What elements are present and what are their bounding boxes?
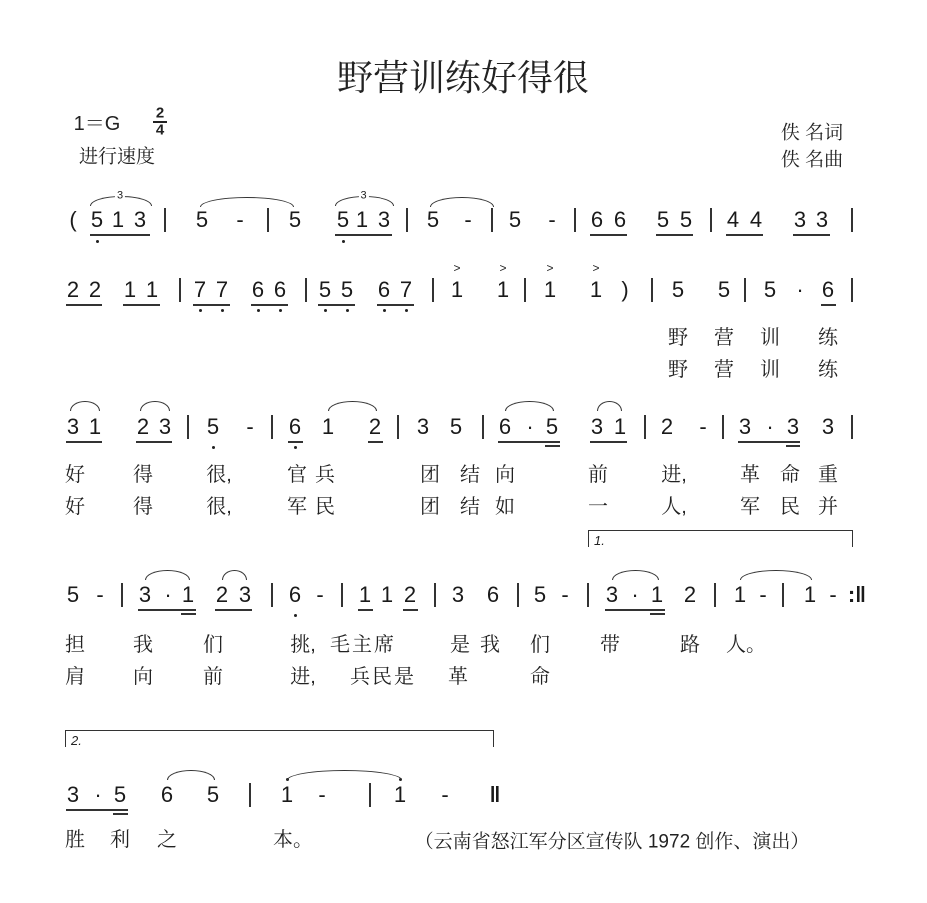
lyric-verse-2: 革 [448, 666, 468, 688]
slur-arc [145, 570, 190, 580]
barline [369, 783, 371, 807]
lyric-verse-2: 前 [203, 666, 223, 688]
underline-beam [136, 441, 172, 443]
underline-beam [66, 304, 102, 306]
lyric-verse-1: 之 [157, 829, 177, 851]
underline-beam [193, 304, 230, 306]
note: 1 [123, 277, 137, 302]
note: 5 [533, 582, 547, 607]
octave-dot-below [199, 309, 202, 312]
note: 3 [416, 414, 430, 439]
barline [491, 208, 493, 232]
dash-extension: - [246, 414, 254, 439]
note: 1 [543, 277, 557, 302]
note: 2 [660, 414, 674, 439]
tempo-marking: 进行速度 [78, 146, 156, 168]
lyric-verse-1: 们 [530, 634, 550, 656]
barline [574, 208, 576, 232]
dash-extension: - [464, 207, 472, 232]
note: 1 [589, 277, 603, 302]
note: 5 [318, 277, 332, 302]
accent-mark: > [499, 261, 507, 275]
volta-2-label: 2. [71, 733, 82, 748]
barline [482, 415, 484, 439]
note: 1 [733, 582, 747, 607]
underline-beam [288, 441, 303, 443]
lyric-verse-1: 我 [133, 634, 153, 656]
lyric-verse-1: 官 [287, 464, 307, 486]
note: 6 [160, 782, 174, 807]
lyric-verse-1: 训 [760, 327, 780, 349]
octave-dot-below [96, 240, 99, 243]
lyric-verse-1: 得 [133, 464, 153, 486]
note: 2 [368, 414, 382, 439]
lyric-verse-1: 我 [480, 634, 500, 656]
dash-extension: - [441, 782, 449, 807]
composer-credit: 佚 名曲 [780, 149, 844, 171]
symbol: · [94, 782, 102, 807]
note: 1 [803, 582, 817, 607]
note: 5 [717, 277, 731, 302]
note: 5 [195, 207, 209, 232]
note: 3 [66, 414, 80, 439]
barline [267, 208, 269, 232]
lyric-verse-2: 一 [588, 496, 608, 518]
volta-1-label: 1. [594, 533, 605, 548]
lyric-verse-1: 担 [65, 634, 85, 656]
time-signature-top: 2 [155, 104, 165, 122]
lyric-verse-2: 并 [818, 496, 838, 518]
note: 3 [138, 582, 152, 607]
end-barline: ‖ [489, 782, 501, 807]
octave-dot-below [324, 309, 327, 312]
lyric-verse-1: 席 [374, 634, 394, 656]
note: 5 [206, 782, 220, 807]
triplet-number: 3 [360, 189, 367, 202]
note: 5 [545, 414, 559, 439]
note: 2 [136, 414, 150, 439]
note: 2 [88, 277, 102, 302]
underline-beam-double [545, 445, 560, 447]
barline [249, 783, 251, 807]
note: 1 [145, 277, 159, 302]
underline-beam [215, 609, 252, 611]
dash-extension: - [829, 582, 837, 607]
underline-beam [590, 441, 627, 443]
note: 3 [605, 582, 619, 607]
barline [271, 583, 273, 607]
lyric-verse-1: 前 [588, 464, 608, 486]
note: 1 [613, 414, 627, 439]
symbol: · [796, 277, 804, 302]
underline-beam [251, 304, 288, 306]
note: 3 [786, 414, 800, 439]
underline-beam [90, 234, 150, 236]
underline-beam [498, 441, 560, 443]
note: 5 [206, 414, 220, 439]
underline-beam [726, 234, 763, 236]
barline [341, 583, 343, 607]
note: 3 [451, 582, 465, 607]
lyric-verse-2: 练 [818, 359, 838, 381]
symbol: · [526, 414, 534, 439]
volta-2 [65, 730, 494, 747]
note: 6 [498, 414, 512, 439]
underline-beam [377, 304, 414, 306]
symbol: · [766, 414, 774, 439]
lyric-verse-2: 命 [530, 666, 550, 688]
underline-beam [368, 441, 383, 443]
underline-beam-double [786, 445, 800, 447]
dash-extension: - [759, 582, 767, 607]
octave-dot-below [279, 309, 282, 312]
barline [744, 278, 746, 302]
slur-arc [505, 401, 554, 411]
barline [164, 208, 166, 232]
note: 3 [738, 414, 752, 439]
lyric-verse-1: 挑, [290, 634, 316, 656]
note: 5 [90, 207, 104, 232]
underline-beam [138, 609, 196, 611]
note: 1 [111, 207, 125, 232]
slur-arc [740, 570, 812, 580]
barline [851, 415, 853, 439]
dash-extension: - [561, 582, 569, 607]
lyric-verse-2: 民 [780, 496, 800, 518]
dash-extension: - [548, 207, 556, 232]
note: 3 [815, 207, 829, 232]
note: 3 [158, 414, 172, 439]
note: 5 [679, 207, 693, 232]
lyric-verse-1: 兵 [315, 464, 335, 486]
underline-beam [656, 234, 693, 236]
barline [517, 583, 519, 607]
note: 5 [656, 207, 670, 232]
underline-beam [590, 234, 627, 236]
accent-mark: > [592, 261, 600, 275]
octave-dot-below [383, 309, 386, 312]
barline [305, 278, 307, 302]
slur-arc [430, 197, 494, 207]
note: 6 [273, 277, 287, 302]
end-barline: :‖ [847, 582, 867, 607]
note: 3 [238, 582, 252, 607]
dash-extension: - [699, 414, 707, 439]
underline-beam [66, 441, 102, 443]
note: 6 [486, 582, 500, 607]
lyric-verse-1: 重 [818, 464, 838, 486]
note: 1 [355, 207, 369, 232]
dash-extension: - [96, 582, 104, 607]
note: 2 [683, 582, 697, 607]
note: 5 [288, 207, 302, 232]
note: 5 [763, 277, 777, 302]
underline-beam [358, 609, 373, 611]
lyric-verse-1: 结 [460, 464, 480, 486]
lyric-verse-2: 军 [740, 496, 760, 518]
slur-arc [200, 197, 294, 207]
symbol: · [164, 582, 172, 607]
lyric-verse-1: 主 [352, 634, 372, 656]
note: 6 [821, 277, 835, 302]
slur-arc [328, 401, 377, 411]
lyric-verse-1: 利 [110, 829, 130, 851]
note: 5 [66, 582, 80, 607]
note: 1 [650, 582, 664, 607]
underline-beam [123, 304, 160, 306]
slur-arc [70, 401, 100, 411]
octave-dot-below [294, 614, 297, 617]
lyric-verse-2: 结 [460, 496, 480, 518]
lyric-verse-2: 如 [495, 496, 515, 518]
underline-beam [738, 441, 800, 443]
note: 3 [590, 414, 604, 439]
accent-mark: > [546, 261, 554, 275]
lyric-verse-1: 练 [818, 327, 838, 349]
lyric-verse-2: 兵 [350, 666, 370, 688]
note: 5 [426, 207, 440, 232]
note: 6 [613, 207, 627, 232]
key-signature: 1＝G [73, 113, 121, 135]
note: 7 [215, 277, 229, 302]
underline-beam [403, 609, 418, 611]
lyric-verse-1: 路 [680, 634, 700, 656]
barline [782, 583, 784, 607]
accent-mark: > [453, 261, 461, 275]
barline [644, 415, 646, 439]
lyric-verse-1: 命 [780, 464, 800, 486]
barline [524, 278, 526, 302]
barline [121, 583, 123, 607]
dash-extension: - [318, 782, 326, 807]
underline-beam [793, 234, 830, 236]
barline [434, 583, 436, 607]
lyric-verse-1: 进, [661, 464, 687, 486]
note: 1 [450, 277, 464, 302]
note: 1 [496, 277, 510, 302]
barline [851, 208, 853, 232]
symbol: ) [621, 277, 629, 302]
lyric-verse-2: 团 [420, 496, 440, 518]
slur-arc [167, 770, 215, 780]
note: 2 [215, 582, 229, 607]
note: 6 [288, 414, 302, 439]
lyric-verse-2: 向 [133, 666, 153, 688]
lyric-verse-1: 革 [740, 464, 760, 486]
underline-beam-double [650, 613, 665, 615]
note: 3 [377, 207, 391, 232]
barline [397, 415, 399, 439]
barline [406, 208, 408, 232]
lyric-verse-1: 向 [495, 464, 515, 486]
triplet-number: 3 [116, 189, 124, 202]
symbol: ( [69, 207, 77, 232]
slur-arc [612, 570, 659, 580]
underline-beam [335, 234, 392, 236]
note: 5 [508, 207, 522, 232]
note: 7 [193, 277, 207, 302]
lyric-verse-1: 是 [450, 634, 470, 656]
barline [714, 583, 716, 607]
lyric-verse-1: 团 [420, 464, 440, 486]
lyric-verse-2: 训 [760, 359, 780, 381]
lyric-verse-2: 肩 [65, 666, 85, 688]
lyric-verse-1: 本。 [273, 829, 313, 851]
octave-dot-below [294, 446, 297, 449]
note: 6 [251, 277, 265, 302]
lyric-verse-1: 营 [714, 327, 734, 349]
note: 2 [66, 277, 80, 302]
slur-arc [222, 570, 247, 580]
lyric-verse-2: 很, [206, 496, 232, 518]
lyric-verse-2: 是 [394, 666, 414, 688]
footnote: （云南省怒江军分区宣传队 1972 创作、演出） [414, 831, 810, 853]
octave-dot-below [342, 240, 345, 243]
barline [587, 583, 589, 607]
note: 1 [181, 582, 195, 607]
note: 5 [340, 277, 354, 302]
lyric-verse-1: 好 [65, 464, 85, 486]
lyric-verse-1: 带 [600, 634, 620, 656]
note: 1 [358, 582, 372, 607]
barline [179, 278, 181, 302]
underline-beam [66, 809, 128, 811]
dash-extension: - [316, 582, 324, 607]
song-title: 野营训练好得很 [336, 57, 590, 98]
slur-arc [597, 401, 622, 411]
note: 2 [403, 582, 417, 607]
octave-dot-below [212, 446, 215, 449]
volta-1 [588, 530, 853, 547]
note: 5 [449, 414, 463, 439]
note: 5 [113, 782, 127, 807]
note: 1 [321, 414, 335, 439]
lyric-verse-2: 人, [661, 496, 687, 518]
lyric-verse-1: 人。 [726, 634, 766, 656]
time-signature-bottom: 4 [155, 121, 165, 139]
note: 7 [399, 277, 413, 302]
octave-dot-below [257, 309, 260, 312]
underline-beam [605, 609, 665, 611]
lyric-verse-1: 很, [206, 464, 232, 486]
dash-extension: - [236, 207, 244, 232]
note: 6 [288, 582, 302, 607]
octave-dot-below [221, 309, 224, 312]
lyric-verse-2: 进, [290, 666, 316, 688]
note: 5 [671, 277, 685, 302]
lyric-verse-1: 们 [203, 634, 223, 656]
underline-beam-double [113, 813, 128, 815]
note: 3 [133, 207, 147, 232]
note: 3 [821, 414, 835, 439]
lyric-verse-1: 野 [668, 327, 688, 349]
barline [722, 415, 724, 439]
note: 3 [793, 207, 807, 232]
note: 4 [726, 207, 740, 232]
note: 1 [393, 782, 407, 807]
octave-dot-below [346, 309, 349, 312]
lyric-verse-2: 军 [287, 496, 307, 518]
barline [187, 415, 189, 439]
note: 5 [336, 207, 350, 232]
note: 1 [280, 782, 294, 807]
note: 1 [88, 414, 102, 439]
octave-dot-below [405, 309, 408, 312]
lyric-verse-2: 民 [315, 496, 335, 518]
note: 3 [66, 782, 80, 807]
lyric-verse-1: 胜 [65, 829, 85, 851]
underline-beam [318, 304, 355, 306]
lyric-verse-2: 野 [668, 359, 688, 381]
lyric-verse-2: 得 [133, 496, 153, 518]
slur-arc [287, 770, 402, 780]
symbol: · [631, 582, 639, 607]
note: 4 [749, 207, 763, 232]
barline [710, 208, 712, 232]
underline-beam-double [181, 613, 196, 615]
note: 6 [377, 277, 391, 302]
slur-arc [140, 401, 170, 411]
lyric-verse-1: 毛 [330, 634, 350, 656]
lyric-verse-2: 营 [714, 359, 734, 381]
note: 6 [590, 207, 604, 232]
note: 1 [380, 582, 394, 607]
barline [432, 278, 434, 302]
lyric-verse-2: 好 [65, 496, 85, 518]
barline [651, 278, 653, 302]
lyric-verse-2: 民 [372, 666, 392, 688]
barline [271, 415, 273, 439]
lyricist-credit: 佚 名词 [780, 122, 844, 144]
barline [851, 278, 853, 302]
underline-beam [821, 304, 836, 306]
